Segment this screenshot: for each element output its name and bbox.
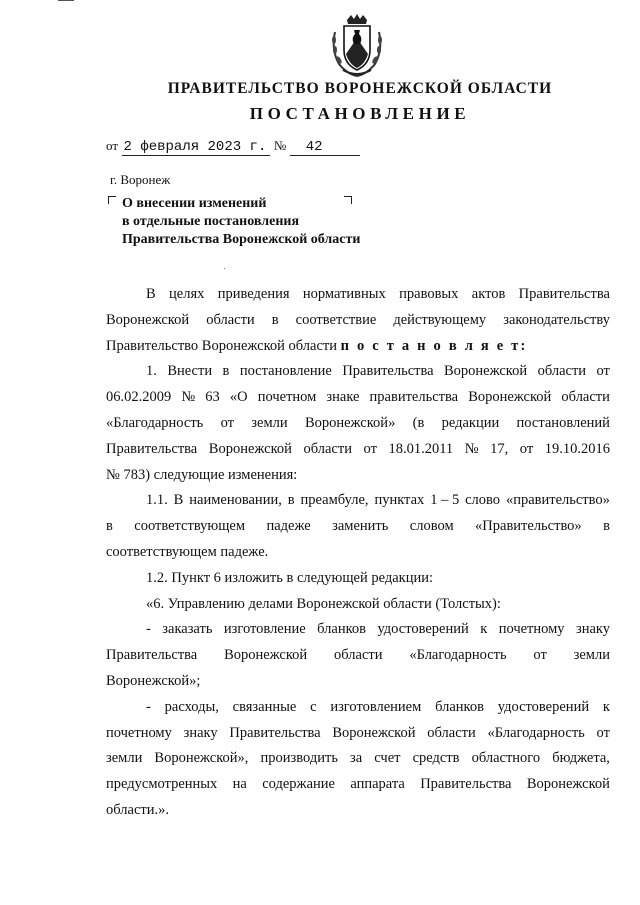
- word: целях: [169, 286, 205, 302]
- document-date: 2 февраля 2023 г.: [122, 139, 271, 156]
- word: наименовании,: [189, 492, 282, 509]
- scan-mark: [58, 0, 74, 1]
- subject-bracket-left: [108, 196, 116, 204]
- word: Воронежской: [208, 440, 292, 457]
- word: почетному: [498, 621, 565, 638]
- word: почетному: [106, 724, 172, 741]
- word: от: [519, 440, 534, 457]
- word: земли: [573, 647, 610, 664]
- body-line: [106, 721, 610, 747]
- word: В: [146, 286, 156, 302]
- word: на: [232, 776, 247, 793]
- word: от: [596, 724, 610, 741]
- word: земли: [106, 750, 143, 767]
- word: земли: [251, 414, 288, 431]
- word: «Благодарность: [106, 414, 204, 431]
- word: правительства: [369, 389, 459, 406]
- body-line: 1.2. Пункт 6 изложить в следующей редакции:: [146, 569, 434, 586]
- word: от: [363, 440, 377, 457]
- word: Правительства: [106, 647, 198, 664]
- word: почетном: [257, 389, 317, 406]
- voronezh-coat-of-arms-icon: [329, 14, 385, 80]
- word: изготовление: [223, 621, 306, 638]
- word: -: [146, 698, 151, 715]
- word: знаку: [575, 621, 610, 638]
- document-body: [106, 282, 610, 824]
- word: -: [146, 621, 151, 638]
- subject-line: О внесении изменений: [122, 196, 267, 211]
- word: счет: [374, 750, 401, 767]
- word: за: [350, 750, 363, 767]
- body-line: [106, 514, 610, 540]
- word: 1.: [146, 363, 157, 380]
- city-label: г. Воронеж: [110, 172, 171, 187]
- word: №: [181, 389, 196, 406]
- body-line: [106, 282, 610, 308]
- word: постановление: [239, 363, 332, 380]
- body-line: [106, 772, 610, 798]
- body-line: [106, 359, 610, 385]
- word: «правительство»: [505, 492, 610, 509]
- word: нормативных: [302, 286, 386, 302]
- word: 63: [205, 389, 220, 406]
- body-line: [106, 617, 610, 643]
- document-type-title: ПОСТАНОВЛЕНИЕ: [249, 104, 471, 123]
- body-line: [106, 643, 610, 669]
- resolves-word: п о с т а н о в л я е т:: [340, 337, 528, 354]
- word: в: [106, 518, 113, 535]
- scan-dot: [224, 268, 225, 269]
- body-line: соответствующем падеже.: [106, 543, 269, 560]
- word: области: [537, 363, 587, 380]
- body-line: области.».: [106, 801, 169, 818]
- word: Воронежской: [332, 724, 416, 741]
- word: изготовлением: [330, 698, 422, 715]
- word: аппарата: [350, 776, 405, 793]
- word: заказать: [162, 621, 213, 638]
- word: Воронежской: [224, 647, 308, 664]
- body-line: [106, 308, 610, 334]
- word: от: [220, 414, 234, 431]
- word: Правительства: [518, 286, 610, 302]
- body-line: [106, 695, 610, 721]
- word: Воронежской: [106, 311, 190, 328]
- date-prefix: от: [106, 138, 119, 153]
- document-subject: [122, 195, 360, 249]
- word: знаку: [183, 724, 218, 741]
- word: 19.10.2016: [544, 440, 610, 457]
- word: пунктах: [374, 492, 425, 509]
- word: действующему: [393, 311, 487, 328]
- word: Воронежской»,: [154, 750, 249, 767]
- word: производить: [260, 750, 338, 767]
- word: 1.1.: [146, 492, 168, 509]
- word: области: [561, 389, 610, 406]
- body-line: № 783) следующие изменения:: [106, 466, 298, 483]
- word: содержание: [262, 776, 335, 793]
- word: приведения: [217, 286, 290, 302]
- body-line: [106, 437, 610, 463]
- body-line: «6. Управлению делами Воронежской области (Толстых):: [146, 595, 501, 612]
- word: заменить: [332, 518, 389, 535]
- word: (в: [412, 414, 425, 431]
- word: бланков: [435, 698, 484, 715]
- word: бюджета,: [552, 750, 610, 767]
- word: 1 – 5: [430, 492, 460, 509]
- word: области: [427, 724, 476, 741]
- word: 18.01.2011: [388, 440, 454, 457]
- date-number-line: [106, 138, 360, 156]
- word: областного: [471, 750, 541, 767]
- word: предусмотренных: [106, 776, 218, 793]
- word: преамбуле,: [300, 492, 369, 509]
- word: актов: [471, 286, 506, 302]
- body-line: Воронежской»;: [106, 672, 201, 689]
- word: «Правительство»: [475, 518, 582, 535]
- word: области: [206, 311, 255, 328]
- number-sign: №: [273, 138, 287, 153]
- word: словом: [409, 518, 454, 535]
- body-line: [106, 746, 610, 772]
- word: соответствующем: [134, 518, 246, 535]
- word: «Благодарность: [487, 724, 585, 741]
- word: слово: [465, 492, 501, 509]
- word: соответствие: [295, 311, 377, 328]
- word: области: [303, 440, 352, 457]
- word: редакции: [441, 414, 500, 431]
- word: законодательству: [503, 311, 610, 328]
- word: Правительства: [106, 440, 198, 457]
- word: от: [596, 363, 610, 380]
- body-line: [106, 411, 610, 437]
- word: в: [271, 311, 279, 328]
- word: связанные: [232, 698, 297, 715]
- word: Правительства: [342, 363, 434, 380]
- word: Воронежской: [526, 776, 610, 793]
- word: удостоверений: [377, 621, 469, 638]
- word: к: [480, 621, 488, 638]
- intro-text: Правительство Воронежской области: [106, 337, 341, 354]
- word: Правительства: [420, 776, 512, 793]
- word: области: [334, 647, 383, 664]
- subject-line: в отдельные постановления: [122, 214, 300, 229]
- body-line: [106, 385, 610, 411]
- word: Воронежской: [444, 363, 528, 380]
- organization-title: ПРАВИТЕЛЬСТВО ВОРОНЕЖСКОЙ ОБЛАСТИ: [167, 80, 553, 97]
- word: от: [533, 647, 547, 664]
- word: постановлений: [516, 414, 610, 431]
- word: 17,: [490, 440, 509, 457]
- word: Правительства: [229, 724, 321, 741]
- word: средств: [412, 750, 460, 767]
- body-line: [106, 334, 610, 360]
- word: Воронежской»: [304, 414, 396, 431]
- word: правовых: [399, 286, 459, 302]
- subject-line: Правительства Воронежской области: [122, 232, 361, 247]
- word: с: [310, 698, 317, 715]
- word: Внести: [167, 363, 213, 380]
- word: расходы,: [164, 698, 219, 715]
- word: «О: [229, 389, 248, 406]
- word: к: [602, 698, 610, 715]
- word: в: [222, 363, 230, 380]
- word: в: [603, 518, 610, 535]
- word: удостоверений: [497, 698, 590, 715]
- word: падеже: [266, 518, 311, 535]
- word: Воронежской: [468, 389, 552, 406]
- word: В: [173, 492, 184, 509]
- word: знаке: [326, 389, 360, 406]
- word: №: [464, 440, 479, 457]
- word: бланков: [317, 621, 366, 638]
- body-line: [106, 488, 610, 514]
- word: «Благодарность: [409, 647, 507, 664]
- word: в: [287, 492, 295, 509]
- document-number: 42: [290, 139, 360, 156]
- word: 06.02.2009: [106, 389, 172, 406]
